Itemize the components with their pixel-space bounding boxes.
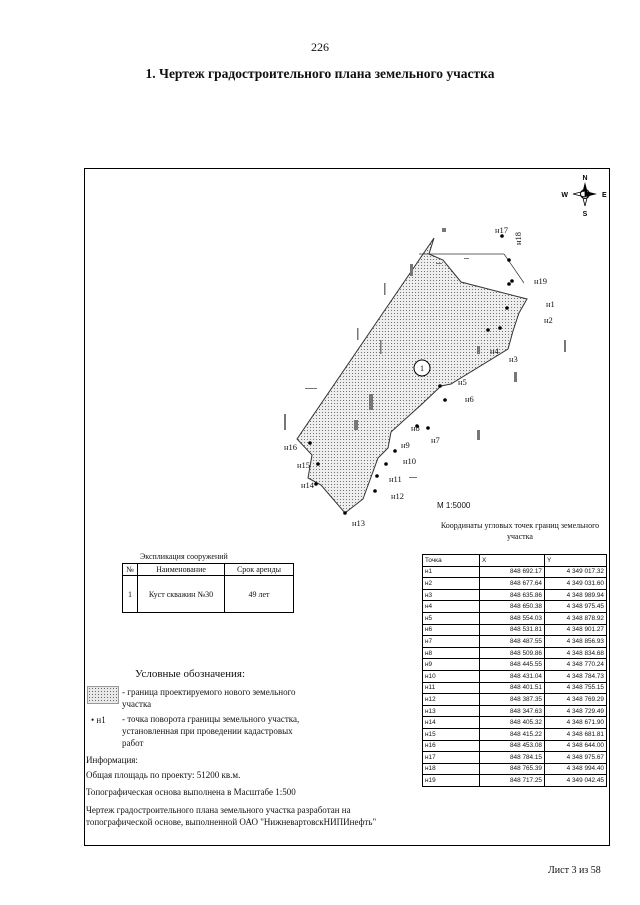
coordinates-title: Координаты угловых точек границ земельного участка	[440, 521, 600, 541]
table-row: н18 848 765.39 4 348 994.40	[423, 763, 607, 775]
info-topography: Топографическая основа выполнена в Масштабе 1:500	[86, 787, 296, 797]
table-row: н9 848 445.55 4 348 770.24	[423, 659, 607, 671]
info-label: Информация:	[86, 755, 138, 765]
header-point: Точка	[423, 555, 480, 567]
page-title: 1. Чертеж градостроительного плана земельного участка	[145, 66, 495, 81]
table-row: 1 Куст скважин №30 49 лет	[123, 576, 294, 613]
point-label-n12: н12	[391, 491, 405, 501]
point-label-n11: н11	[389, 474, 402, 484]
table-row: н13 848 347.63 4 348 729.49	[423, 705, 607, 717]
point-label-n10: н10	[403, 456, 417, 466]
point-label-n9: н9	[401, 440, 410, 450]
parcel-boundary	[297, 238, 527, 513]
point-label-n5: н5	[458, 377, 467, 387]
legend-title: Условные обозначения:	[135, 668, 246, 680]
sheet-number: Лист 3 из 58	[548, 865, 601, 876]
legend-point-marker: • н1	[91, 715, 106, 725]
table-header-row	[423, 555, 607, 567]
table-row: н19 848 717.25 4 349 042.45	[423, 775, 607, 787]
table-row: н12 848 387.35 4 348 769.29	[423, 694, 607, 706]
info-area: Общая площадь по проекту: 51200 кв.м.	[86, 770, 241, 780]
page-number: 226	[311, 40, 329, 54]
point-label-n18: н18	[513, 231, 523, 245]
header-term: Срок аренды	[225, 564, 294, 576]
legend-turning-point-text: - точка поворота границы земельного участка, установленная при проведении кадастровых работ	[122, 714, 300, 748]
header-name: Наименование	[138, 564, 225, 576]
point-label-n7: н7	[431, 435, 440, 445]
point-label-n2: н2	[544, 315, 553, 325]
point-label-n13: н13	[352, 518, 366, 528]
table-row: н1 848 692.17 4 349 017.32	[423, 566, 607, 578]
point-label-n19: н19	[534, 276, 548, 286]
table-row: н14 848 405.32 4 348 671.90	[423, 717, 607, 729]
header-y: Y	[545, 555, 607, 567]
point-label-n17: н17	[495, 225, 509, 235]
compass-north-label: N	[582, 175, 588, 182]
scale-label: М 1:5000	[437, 501, 471, 510]
explication-title: Экспликация сооружений	[140, 552, 228, 561]
compass-east-label: E	[602, 192, 607, 199]
compass-icon	[561, 175, 607, 218]
point-label-n4: н4	[490, 346, 499, 356]
hatch-swatch-icon	[87, 686, 119, 704]
point-label-n6: н6	[465, 394, 474, 404]
coordinates-table	[422, 554, 607, 787]
table-row: н6 848 531.81 4 348 901.27	[423, 624, 607, 636]
table-row: н4 848 650.38 4 348 975.45	[423, 601, 607, 613]
compass-west-label: W	[561, 192, 568, 199]
table-row: н7 848 487.55 4 348 856.93	[423, 636, 607, 648]
table-row: н2 848 677.64 4 349 031.60	[423, 578, 607, 590]
table-row: н8 848 509.86 4 348 834.68	[423, 647, 607, 659]
table-row: н5 848 554.03 4 348 878.92	[423, 612, 607, 624]
explication-table	[122, 563, 294, 613]
legend-boundary-text: - граница проектируемого нового земельного участка	[122, 687, 296, 709]
table-header-row	[123, 564, 294, 576]
info-note: Чертеж градостроительного плана земельного участка разработан на топографической основе, выполненной ОАО "НижневартовскНИПИнефть"	[86, 805, 377, 827]
table-row: н16 848 453.08 4 348 644.00	[423, 740, 607, 752]
table-row: н15 848 415.22 4 348 681.81	[423, 728, 607, 740]
table-row: н10 848 431.04 4 348 784.73	[423, 670, 607, 682]
point-label-n1: н1	[546, 299, 555, 309]
point-label-n16: н16	[284, 442, 298, 452]
point-label-n8: н8	[411, 423, 420, 433]
table-row: н17 848 784.15 4 348 975.67	[423, 752, 607, 764]
header-x: X	[480, 555, 545, 567]
parcel-number-label: 1	[419, 363, 425, 373]
point-label-n3: н3	[509, 354, 518, 364]
point-label-n15: н15	[297, 460, 311, 470]
header-no: №	[123, 564, 138, 576]
table-row: н3 848 635.86 4 348 989.94	[423, 589, 607, 601]
table-row: н11 848 401.51 4 348 755.15	[423, 682, 607, 694]
compass-south-label: S	[582, 211, 588, 218]
point-label-n14: н14	[301, 480, 315, 490]
